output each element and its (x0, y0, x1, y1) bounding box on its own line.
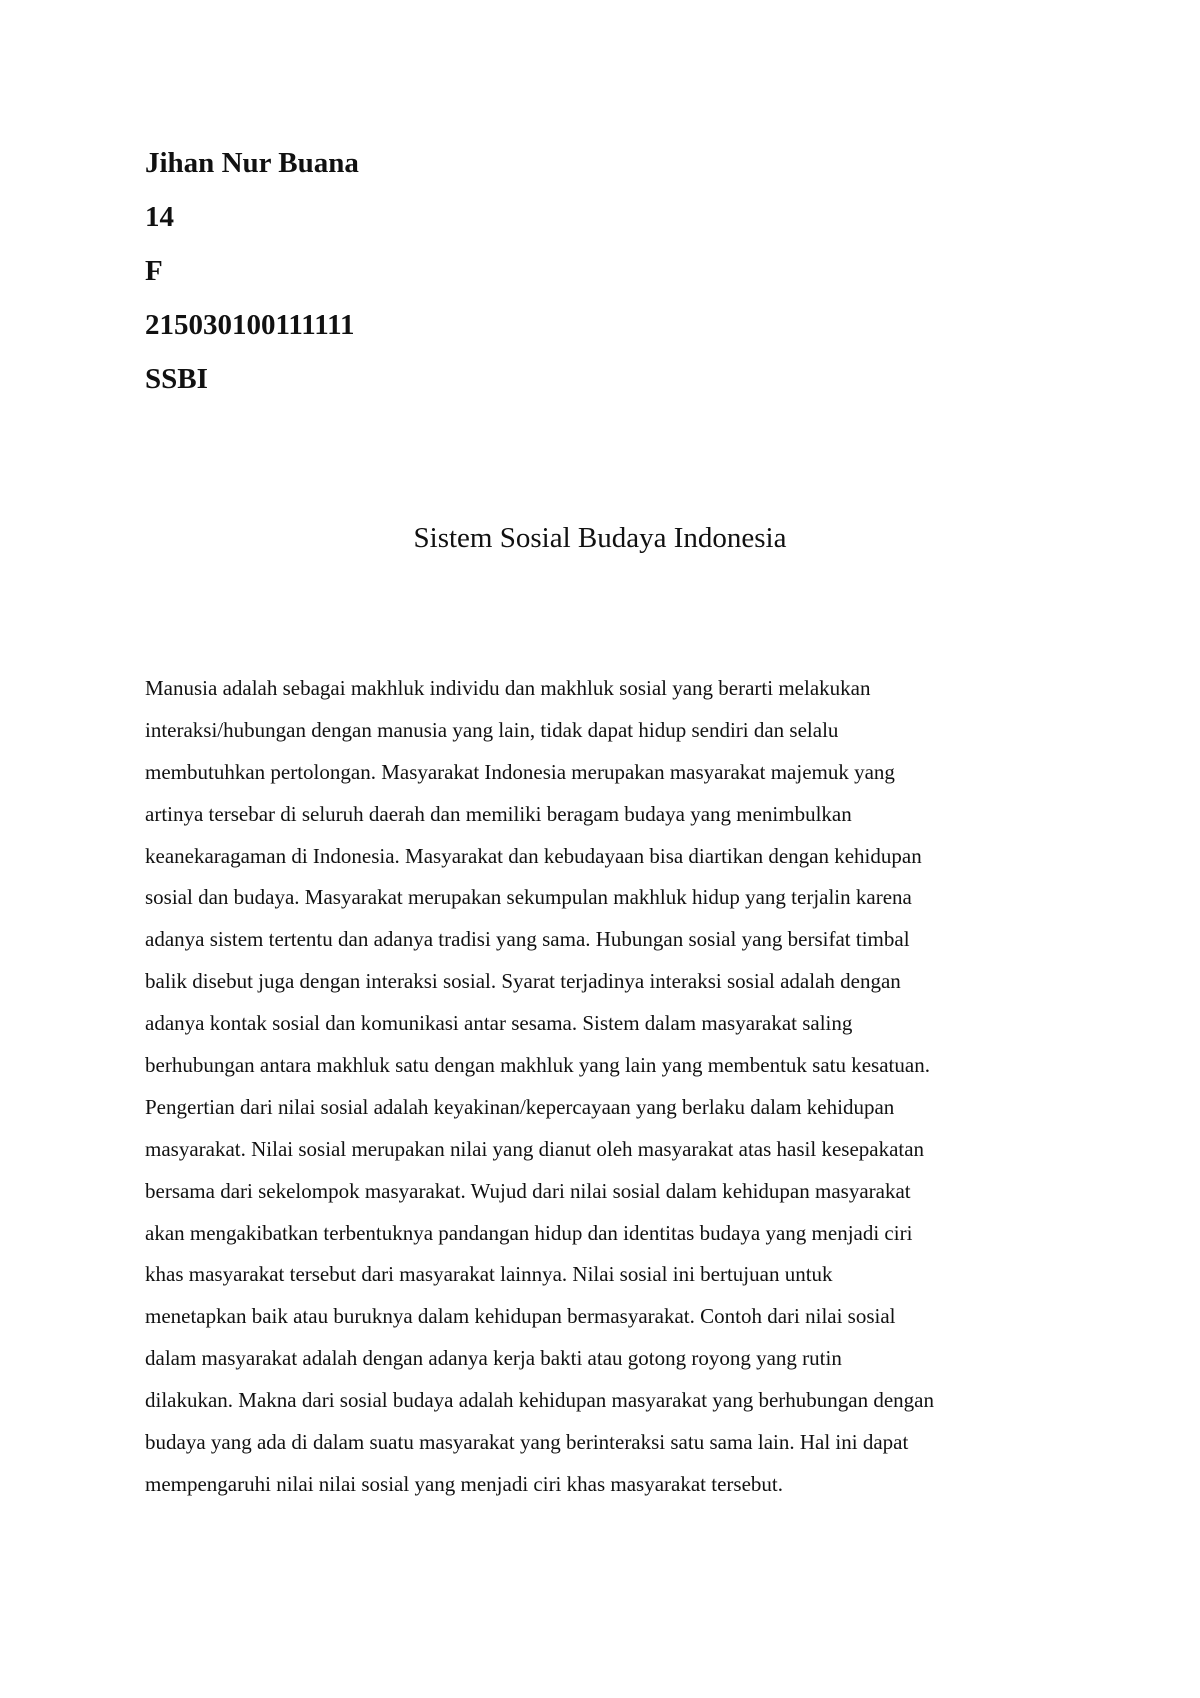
student-name: Jihan Nur Buana (145, 147, 359, 179)
body-line: khas masyarakat tersebut dari masyarakat lainnya. Nilai sosial ini bertujuan untuk (145, 1262, 833, 1287)
body-line: artinya tersebar di seluruh daerah dan memiliki beragam budaya yang menimbulkan (145, 801, 852, 826)
body-line: budaya yang ada di dalam suatu masyarakat yang berinteraksi satu sama lain. Hal ini dapat (145, 1430, 909, 1455)
student-program: SSBI (145, 363, 208, 395)
body-line: interaksi/hubungan dengan manusia yang lain, tidak dapat hidup sendiri dan selalu (145, 717, 839, 742)
body-line: adanya kontak sosial dan komunikasi antar sesama. Sistem dalam masyarakat saling (145, 1011, 853, 1036)
student-id: 215030100111111 (145, 309, 355, 341)
body-line: Manusia adalah sebagai makhluk individu dan makhluk sosial yang berarti melakukan (145, 676, 871, 700)
body-line: keanekaragaman di Indonesia. Masyarakat dan kebudayaan bisa diartikan dengan kehidupan (145, 843, 922, 868)
body-line: dalam masyarakat adalah dengan adanya kerja bakti atau gotong royong yang rutin (145, 1346, 842, 1371)
body-line: mempengaruhi nilai nilai sosial yang menjadi ciri khas masyarakat tersebut. (145, 1471, 783, 1496)
body-paragraph (145, 668, 1065, 1506)
body-line: akan mengakibatkan terbentuknya pandangan hidup dan identitas budaya yang menjadi ciri (145, 1220, 913, 1245)
document-title: Sistem Sosial Budaya Indonesia (413, 522, 787, 554)
body-line: masyarakat. Nilai sosial merupakan nilai yang dianut oleh masyarakat atas hasil kesepakatan (145, 1136, 925, 1161)
student-class: F (145, 255, 163, 287)
body-line: bersama dari sekelompok masyarakat. Wujud dari nilai sosial dalam kehidupan masyarakat (145, 1178, 911, 1203)
student-info-block (145, 146, 745, 416)
body-line: sosial dan budaya. Masyarakat merupakan sekumpulan makhluk hidup yang terjalin karena (145, 885, 912, 910)
body-line: balik disebut juga dengan interaksi sosial. Syarat terjadinya interaksi sosial adalah dengan (145, 969, 901, 994)
student-number: 14 (145, 201, 174, 233)
body-line: Pengertian dari nilai sosial adalah keyakinan/kepercayaan yang berlaku dalam kehidupan (145, 1094, 895, 1119)
body-line: menetapkan baik atau buruknya dalam kehidupan bermasyarakat. Contoh dari nilai sosial (145, 1304, 896, 1329)
body-line: membutuhkan pertolongan. Masyarakat Indonesia merupakan masyarakat majemuk yang (145, 759, 895, 784)
body-line: dilakukan. Makna dari sosial budaya adalah kehidupan masyarakat yang berhubungan dengan (145, 1388, 934, 1413)
body-line: adanya sistem tertentu dan adanya tradisi yang sama. Hubungan sosial yang bersifat timbal (145, 927, 910, 952)
body-line: berhubungan antara makhluk satu dengan makhluk yang lain yang membentuk satu kesatuan. (145, 1053, 930, 1078)
